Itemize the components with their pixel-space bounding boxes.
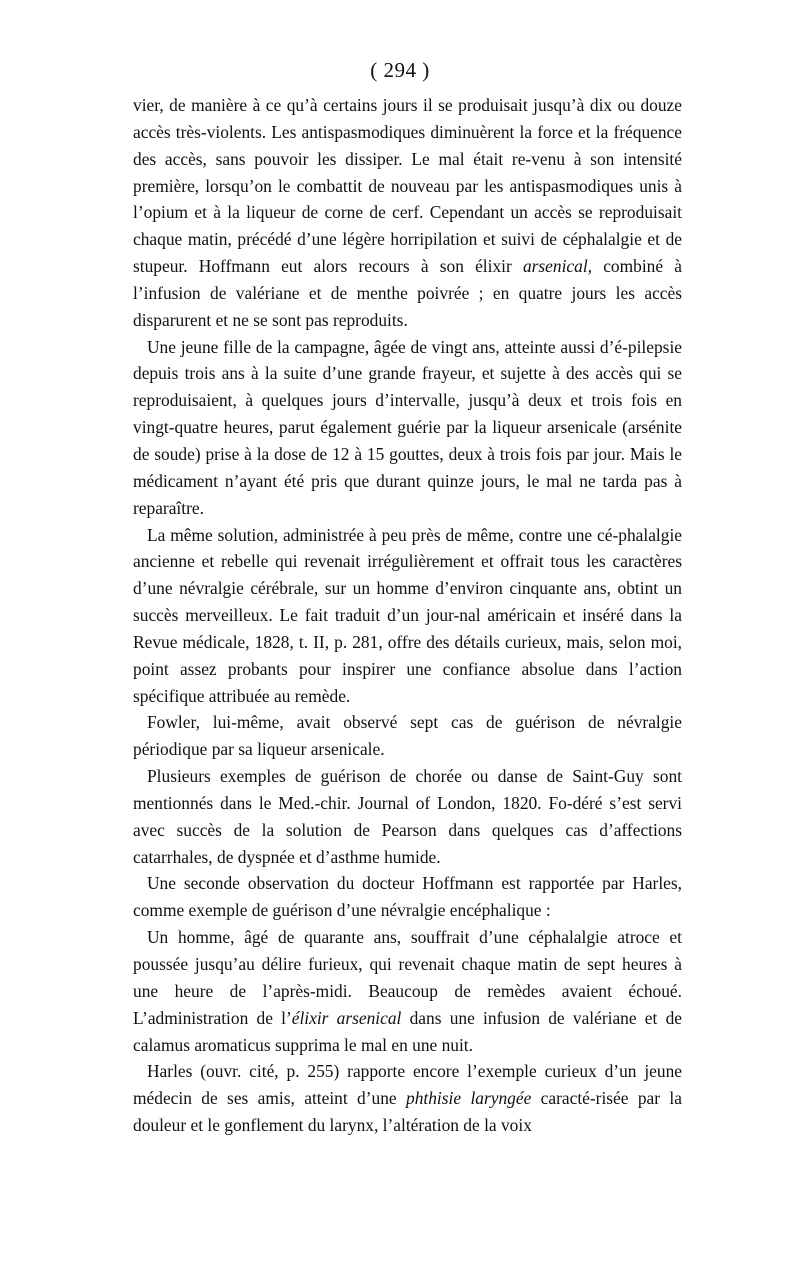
page-number: ( 294 ) xyxy=(370,58,430,82)
paragraph xyxy=(133,709,682,763)
paragraph xyxy=(133,92,682,334)
paragraph-text: Fowler, lui-même, avait observé sept cas de guérison de névralgie périodique par sa liqueur arsenicale. xyxy=(133,712,682,760)
paragraph xyxy=(133,1058,682,1139)
paragraph xyxy=(133,870,682,924)
paragraph xyxy=(133,522,682,710)
paragraph xyxy=(133,334,682,522)
paragraph-text: , combiné à l’infusion de valériane et de menthe poivrée ; en quatre jours les accès disparurent et ne se sont pas reproduits. xyxy=(133,256,682,330)
paragraph-text: dans une infusion de valériane et de calamus aromaticus supprima le mal en une nuit. xyxy=(133,1007,682,1055)
paragraph-text: Plusieurs exemples de guérison de chorée ou danse de Saint-Guy sont mentionnés dans le Med.-chir. Journal of London, 1820. Fo-déré s’est servi avec succès de la solution de Pearson dans quelques cas d’affections catarrhales, de dyspnée et d’asthme humide. xyxy=(133,766,682,867)
italic-text: phthisie laryngée xyxy=(406,1088,532,1109)
paragraph xyxy=(133,763,682,870)
paragraph-text: Une jeune fille de la campagne, âgée de vingt ans, atteinte aussi d’é-pilepsie depuis trois ans à la suite d’une grande frayeur, et sujette à des accès qui se reproduisaient, à quelques jours d’intervalle, jusqu’à deux et trois fois en vingt-quatre heures, parut également guérie par la liqueur arsenicale (arsénite de soude) prise à la dose de 12 à 15 gouttes, deux à trois fois par jour. Mais le médicament n’ayant été pris que durant quinze jours, le mal ne tarda pas à reparaître. xyxy=(133,336,682,518)
paragraph-text: caracté-risée par la douleur et le gonflement du larynx, l’altération de la voix xyxy=(133,1088,682,1136)
paragraph-text: vier, de manière à ce qu’à certains jours il se produisait jusqu’à dix ou douze accès très-violents. Les antispasmodiques diminuèrent la force et la fréquence des accès, sans pouvoir les dissiper. Le mal était re-venu à son intensité première, lorsqu’on le combattit de nouveau par les antispasmodiques unis à l’opium et à la liqueur de corne de cerf. Cependant un accès se reproduisait chaque matin, précédé d’une légère horripilation et suivi de céphalalgie et de stupeur. Hoffmann eut alors recours à son élixir xyxy=(133,95,682,277)
paragraph-text: Harles (ouvr. cité, p. 255) rapporte encore l’exemple curieux d’un jeune médecin de ses amis, atteint d’une xyxy=(133,1061,682,1109)
body-text xyxy=(133,92,682,1139)
italic-text: élixir arsenical xyxy=(291,1007,402,1028)
italic-text: arsenical xyxy=(522,256,588,277)
paragraph-text: La même solution, administrée à peu près de même, contre une cé-phalalgie ancienne et rebelle qui revenait irrégulièrement et offrait tous les caractères d’une névralgie cérébrale, sur un homme d’environ cinquante ans, obtint un succès merveilleux. Le fait traduit d’un jour-nal américain et inséré dans la Revue médicale, 1828, t. II, p. 281, offre des détails curieux, mais, selon moi, point assez probants pour inspirer une confiance absolue dans l’action spécifique attribuée au remède. xyxy=(133,524,682,706)
paragraph-text: Une seconde observation du docteur Hoffmann est rapportée par Harles, comme exemple de guérison d’une névralgie encéphalique : xyxy=(133,873,682,921)
paragraph xyxy=(133,924,682,1058)
paragraph-text: Un homme, âgé de quarante ans, souffrait d’une céphalalgie atroce et poussée jusqu’au délire furieux, qui revenait chaque matin de sept heures à une heure de l’après-midi. Beaucoup de remèdes avaient échoué. L’administration de l’ xyxy=(133,927,682,1028)
